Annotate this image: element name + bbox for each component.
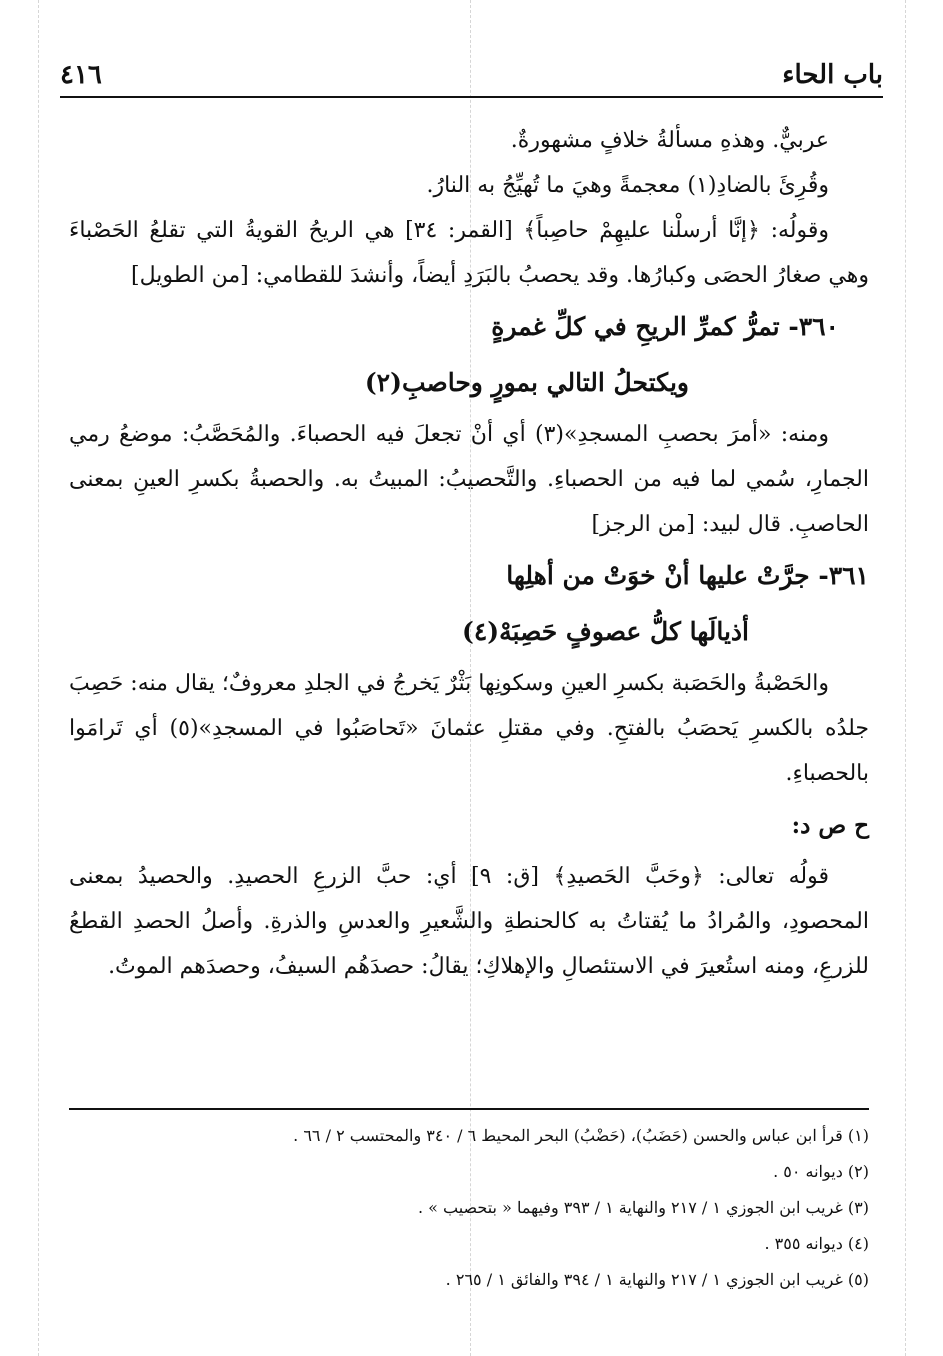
chapter-title: باب الحاء [782,60,883,90]
verse-line: ٣٦٠- تمرُّ كمرِّ الريحِ في كلِّ غمرةٍ [491,312,839,341]
footnote: (٢) ديوانه ٥٠ . [773,1162,869,1181]
verse-line: ٣٦١- جرَّتْ عليها أنْ خوَتْ من أهلِها [506,561,869,590]
footnote: (٤) ديوانه ٣٥٥ . [764,1234,869,1253]
paragraph: عربيٌّ. وهذهِ مسألةُ خلافٍ مشهورةٌ. [510,128,829,153]
paragraph: وقُرِئَ بالضادِ(١) معجمةً وهيَ ما تُهيِّجُ به النارُ. [426,173,829,198]
paragraph: والحَصْبةُ والحَصَبة بكسرِ العينِ وسكونِها بَثْرٌ يَخرجُ في الجلدِ معروفٌ؛ يقال منه: حَصِبَ جلدُه بالكسرِ يَحصَبُ بالفتحِ. وفي مقتلِ عثمانَ «تَحاصَبُوا في المسجدِ»(٥) أي تَرامَوا بالحصباءِ. [69,671,869,786]
footnotes [69,1108,869,1298]
paragraph: وقولُه: ﴿إنَّا أرسلْنا عليهِمْ حاصِباً﴾ [القمر: ٣٤] هي الريحُ القويةُ التي تقلعُ الحَصْباءَ وهي صغارُ الحصَى وكبارُها. وقد يحصبُ بالبَرَدِ أيضاً، وأنشدَ للقطامي: [من الطويل] [69,218,869,288]
footnote: (١) قرأ ابن عباس والحسن (حَضَبُ)، (حَضْبُ) البحر المحيط ٦ / ٣٤٠ والمحتسب ٢ / ٦٦ . [293,1126,869,1145]
paragraph: ومنه: «أمرَ بحصبِ المسجدِ»(٣) أي أنْ تجعلَ فيه الحصباءَ. والمُحَصَّبُ: موضعُ رمي الجمارِ، سُمي لما فيه من الحصباءِ. والتَّحصيبُ: المبيتُ به. والحصبةُ بكسرِ العينِ بمعنى الحاصبِ. قال لبيد: [من الرجز] [69,422,869,537]
page-header [60,58,883,98]
page-number: ٤١٦ [60,60,102,90]
entry-heading: ح ص د: [791,812,869,839]
verse-line: أذيالَها كلُّ عصوفٍ حَصِبَهْ(٤) [462,617,749,646]
paragraph: قولُه تعالى: ﴿وحَبَّ الحَصيدِ﴾ [ق: ٩] أي: حبَّ الزرعِ الحصيدِ. والحصيدُ بمعنى المحصودِ، والمُرادُ ما يُقتاتُ به كالحنطةِ والشَّعيرِ والعدسِ والذرةِ. وأصلُ الحصدِ القطعُ للزرعِ، ومنه استُعيرَ في الاستئصالِ والإهلاكِ؛ يقالُ: حصدَهُم السيفُ، وحصدَهم الموتُ. [69,864,869,979]
main-text [69,118,869,989]
verse-line: ويكتحلُ التالي بمورٍ وحاصبِ(٢) [364,368,689,397]
footnote: (٣) غريب ابن الجوزي ١ / ٢١٧ والنهاية ١ / ٣٩٣ وفيهما « بتحصيب » . [417,1198,869,1217]
footnote: (٥) غريب ابن الجوزي ١ / ٢١٧ والنهاية ١ / ٣٩٤ والفائق ١ / ٢٦٥ . [445,1270,869,1289]
